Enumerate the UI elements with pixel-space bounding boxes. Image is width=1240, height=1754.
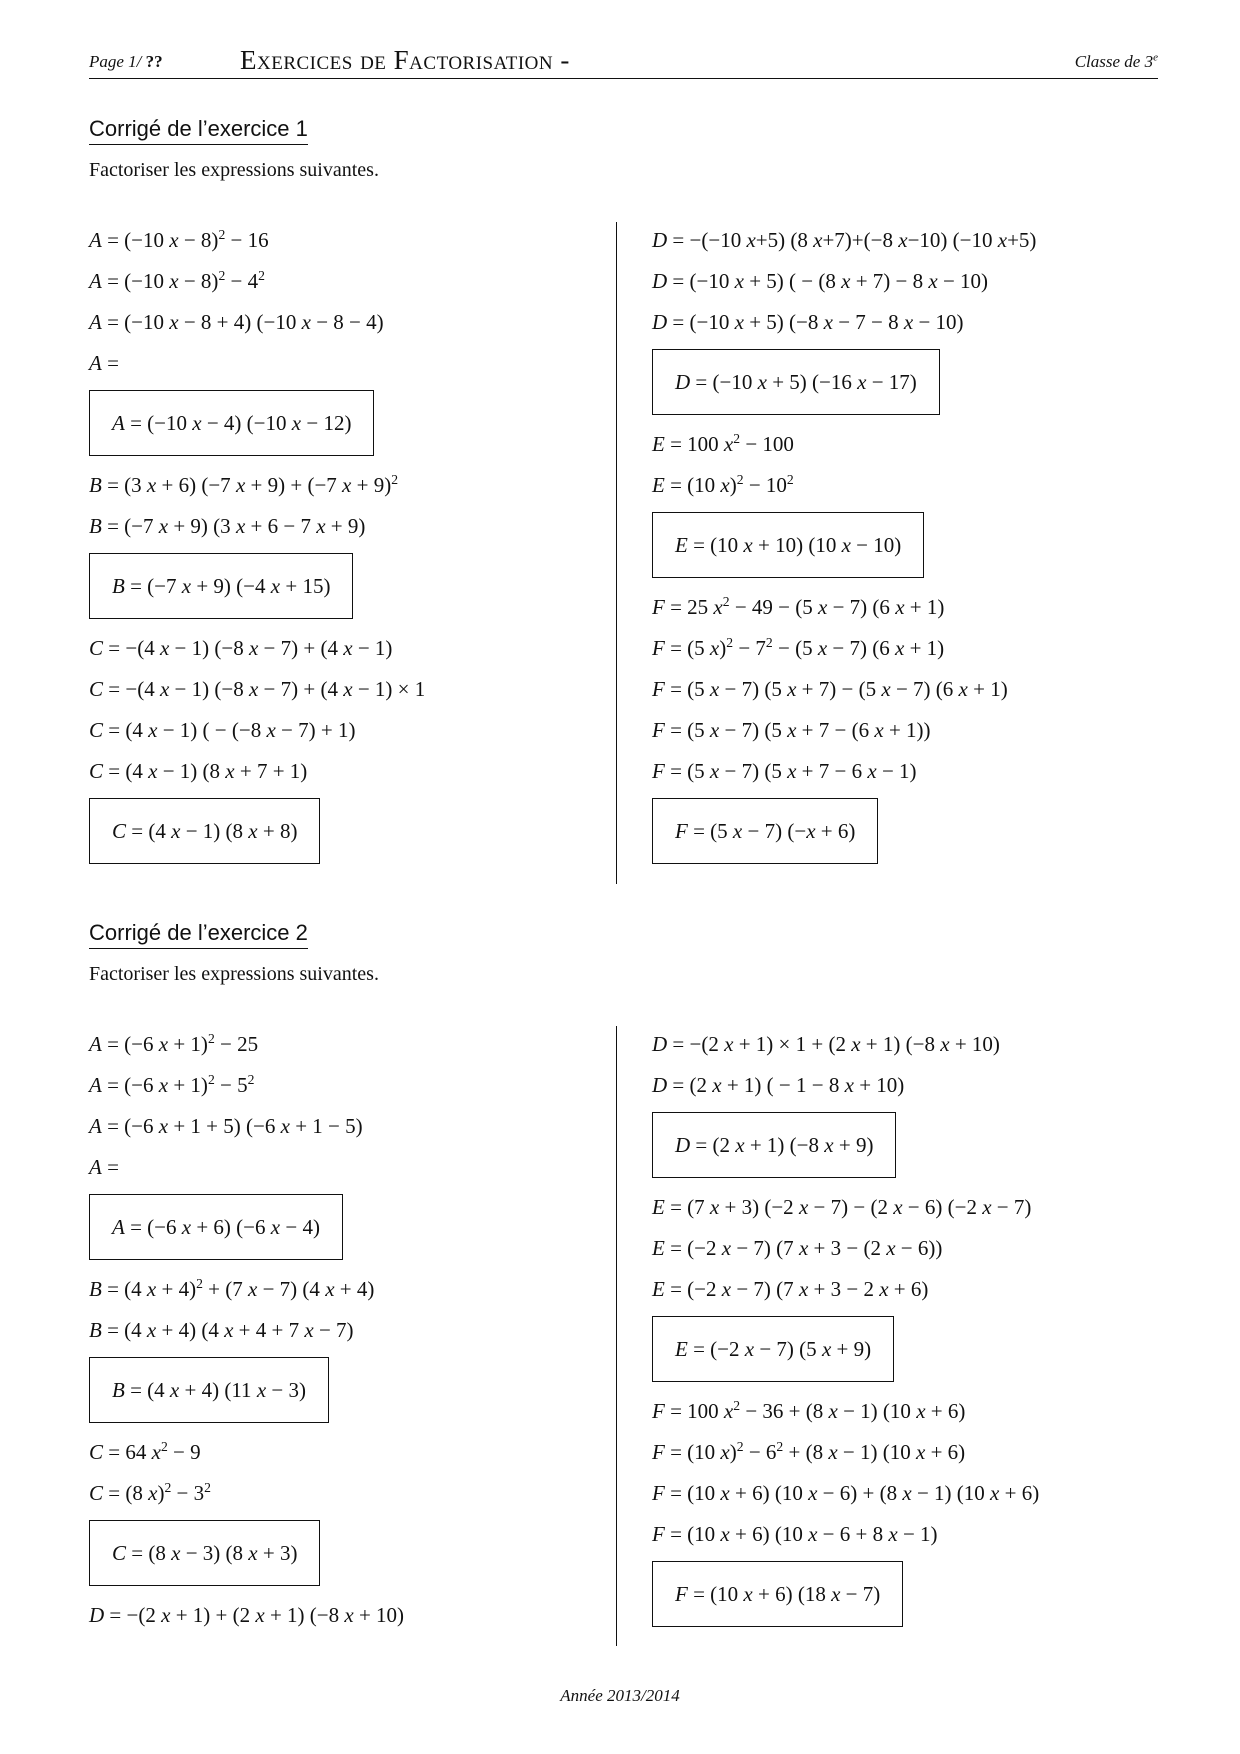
equation-line: F = (5 $x)^2 - 7^2 - (5$ x − 7) (6 x + 1)	[652, 635, 945, 660]
equation-line: D = −(2 x + 1) + (2 x + 1) (−8 x + 10)	[89, 1603, 405, 1627]
exercise-instruction: Factoriser les expressions suivantes.	[89, 159, 379, 181]
equation-line: A = (−10 x − 8 + 4) (−10 x − 8 − 4)	[89, 310, 384, 334]
left-column	[89, 220, 425, 873]
equation-line: D = −(2 x + 1) × 1 + (2 x + 1) (−8 x + 10)	[652, 1032, 1000, 1056]
equation-line: A = (−10 x − 8)$^2$ − 16	[89, 227, 269, 252]
equation-line: B = (4 x + 4) (4 x + 4 + 7 x − 7)	[89, 1318, 354, 1342]
equation-line: A =	[89, 351, 119, 375]
page-header	[89, 40, 1158, 79]
equation-line: F = (5 x − 7) (5 x + 7 − (6 x + 1))	[652, 718, 931, 742]
equation-line: A =	[89, 1155, 119, 1179]
equation-line: F = 25 $x^2 - 49 - (5$ x − 7) (6 x + 1)	[652, 594, 945, 619]
class-label: Classe de 3e	[1074, 51, 1158, 71]
equation-line: C = 64 $x^2 - 9$	[89, 1439, 201, 1464]
equation-line: E = (10 $x)^2 - 10^2$	[652, 472, 794, 497]
exercise-title: Corrigé de l’exercice 1	[89, 116, 308, 145]
equation-line: F = (5 x − 7) (5 x + 7 − 6 x − 1)	[652, 759, 917, 783]
page-number: Page 1/ ??	[89, 52, 163, 71]
exercise-1	[89, 116, 1158, 843]
equation-line: F = 100 $x^2 - 36 + (8$ x − 1) (10 x + 6)	[652, 1398, 966, 1423]
equation-line: E = (−2 x − 7) (7 x + 3 − (2 x − 6))	[652, 1236, 943, 1260]
result-box: C = (4 x − 1) (8 x + 8)	[89, 798, 320, 864]
result-box: D = (2 x + 1) (−8 x + 9)	[652, 1112, 896, 1178]
equation-line: C = (4 x − 1) ( − (−8 x − 7) + 1)	[89, 718, 356, 742]
page-title: Exercices de Factorisation -	[240, 45, 570, 75]
equation-line: A = (−6 $x + 1)^2 - 5^2$	[89, 1072, 255, 1097]
exercise-title: Corrigé de l’exercice 2	[89, 920, 308, 949]
equation-line: D = −(−10 x+5) (8 x+7)+(−8 x−10) (−10 x+5)	[652, 228, 1037, 252]
equation-line: C = −(4 x − 1) (−8 x − 7) + (4 x − 1)	[89, 636, 393, 660]
result-box: E = (−2 x − 7) (5 x + 9)	[652, 1316, 894, 1382]
exercise-instruction: Factoriser les expressions suivantes.	[89, 963, 379, 985]
equation-line: C = −(4 x − 1) (−8 x − 7) + (4 x − 1) × 1	[89, 677, 426, 701]
result-box: A = (−6 x + 6) (−6 x − 4)	[89, 1194, 343, 1260]
equation-line: E = 100 $x^2 - 100$	[652, 431, 794, 456]
right-column	[652, 220, 1036, 873]
result-box: D = (−10 x + 5) (−16 x − 17)	[652, 349, 940, 415]
result-box: B = (4 x + 4) (11 x − 3)	[89, 1357, 329, 1423]
equation-line: F = (10 x + 6) (10 x − 6) + (8 x − 1) (10 x + 6)	[652, 1481, 1040, 1505]
result-box: F = (10 x + 6) (18 x − 7)	[652, 1561, 903, 1627]
equation-line: B = (4 x + 4)$^2$ + (7 x − 7) (4 x + 4)	[89, 1276, 375, 1301]
column-divider	[616, 222, 617, 884]
equation-line: B = (−7 x + 9) (3 x + 6 − 7 x + 9)	[89, 514, 366, 538]
equation-line: C = (8 $x)^2 - 3^2$	[89, 1480, 211, 1505]
equation-line: E = (7 x + 3) (−2 x − 7) − (2 x − 6) (−2 x − 7)	[652, 1195, 1032, 1219]
equation-line: F = (10 x + 6) (10 x − 6 + 8 x − 1)	[652, 1522, 938, 1546]
result-box: A = (−10 x − 4) (−10 x − 12)	[89, 390, 374, 456]
equation-line: B = (3 x + 6) (−7 x + 9) + (−7 x + 9)$^2$	[89, 472, 399, 497]
result-box: B = (−7 x + 9) (−4 x + 15)	[89, 553, 353, 619]
column-divider	[616, 1026, 617, 1646]
result-box: C = (8 x − 3) (8 x + 3)	[89, 1520, 320, 1586]
result-box: F = (5 x − 7) (−x + 6)	[652, 798, 878, 864]
equation-line: D = (−10 x + 5) (−8 x − 7 − 8 x − 10)	[652, 310, 964, 334]
equation-line: A = (−6 x + 1)$^2$ − 25	[89, 1031, 259, 1056]
equation-line: A = (−6 x + 1 + 5) (−6 x + 1 − 5)	[89, 1114, 363, 1138]
right-column	[652, 1024, 1039, 1636]
result-box: E = (10 x + 10) (10 x − 10)	[652, 512, 924, 578]
equation-line: E = (−2 x − 7) (7 x + 3 − 2 x + 6)	[652, 1277, 929, 1301]
equation-line: C = (4 x − 1) (8 x + 7 + 1)	[89, 759, 308, 783]
equation-line: F = (10 $x)^2 - 6^2 + (8$ x − 1) (10 x + 6)	[652, 1439, 966, 1464]
equation-line: F = (5 x − 7) (5 x + 7) − (5 x − 7) (6 x + 1)	[652, 677, 1008, 701]
exercise-2	[89, 920, 1158, 1627]
page-footer: Année 2013/2014	[560, 1686, 680, 1705]
equation-line: D = (−10 x + 5) ( − (8 x + 7) − 8 x − 10)	[652, 269, 989, 293]
equation-line: D = (2 x + 1) ( − 1 − 8 x + 10)	[652, 1073, 905, 1097]
left-column	[89, 1024, 404, 1636]
equation-line: A = (−10 $x - 8)^2 - 4^2$	[89, 268, 265, 293]
